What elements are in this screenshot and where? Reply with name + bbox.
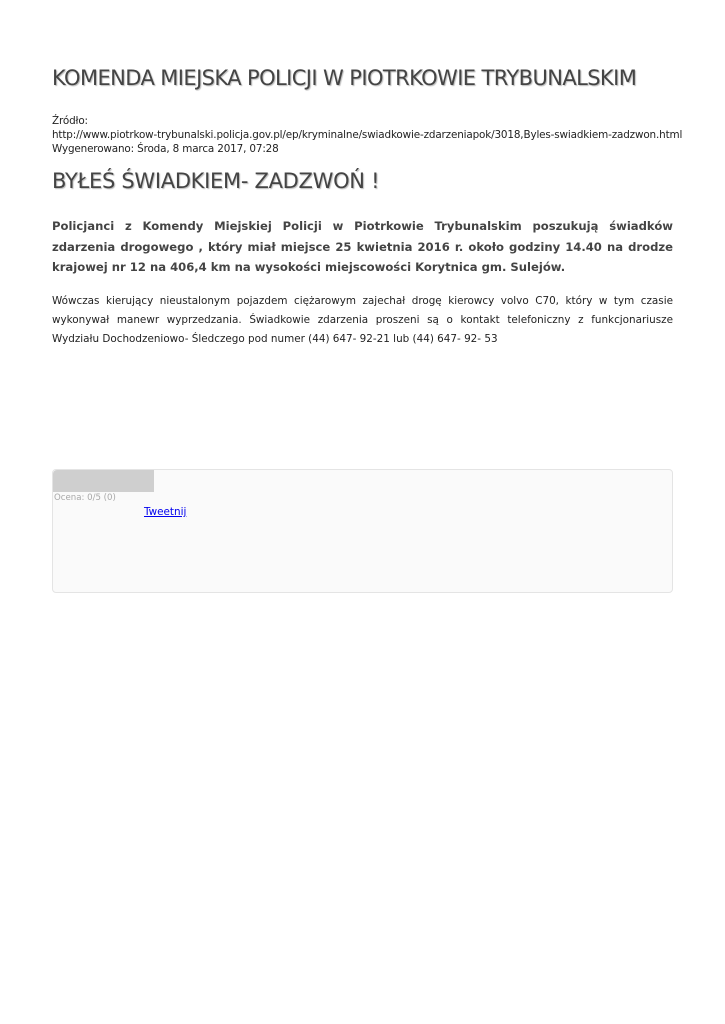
rating-box: [52, 469, 673, 593]
source-url: http://www.piotrkow-trybunalski.policja.gov.pl/ep/kryminalne/swiadkowie-zdarzeniapok/3018,Byles-swiadkiem-zadzwon.html: [52, 129, 683, 141]
rating-stars[interactable]: [53, 470, 154, 492]
tweet-link[interactable]: Tweetnij: [144, 506, 187, 518]
generated-date: Wygenerowano: Środa, 8 marca 2017, 07:28: [52, 143, 279, 155]
article-title: BYŁEŚ ŚWIADKIEM- ZADZWOŃ !: [52, 169, 380, 193]
document-meta: [52, 114, 692, 156]
article-lead: Policjanci z Komendy Miejskiej Policji w Piotrkowie Trybunalskim poszukują świadków zdarzenia drogowego , który miał miejsce 25 kwietnia 2016 r. około godziny 14.40 na drodze krajowej nr 12 na 406,4 km na wysokości miejscowości Korytnica gm. Sulejów.: [52, 219, 673, 274]
article-body: Wówczas kierujący nieustalonym pojazdem ciężarowym zajechał drogę kierowcy volvo C70, który w tym czasie wykonywał manewr wyprzedzania. Świadkowie zdarzenia proszeni są o kontakt telefoniczny z funkcjonariusze Wydziału Dochodzeniowo- Śledczego pod numer (44) 647- 92-21 lub (44) 647- 92- 53: [52, 295, 673, 345]
source-label: Źródło:: [52, 115, 88, 127]
rating-text: Ocena: 0/5 (0): [54, 493, 116, 503]
site-title: KOMENDA MIEJSKA POLICJI W PIOTRKOWIE TRYBUNALSKIM: [52, 66, 637, 90]
